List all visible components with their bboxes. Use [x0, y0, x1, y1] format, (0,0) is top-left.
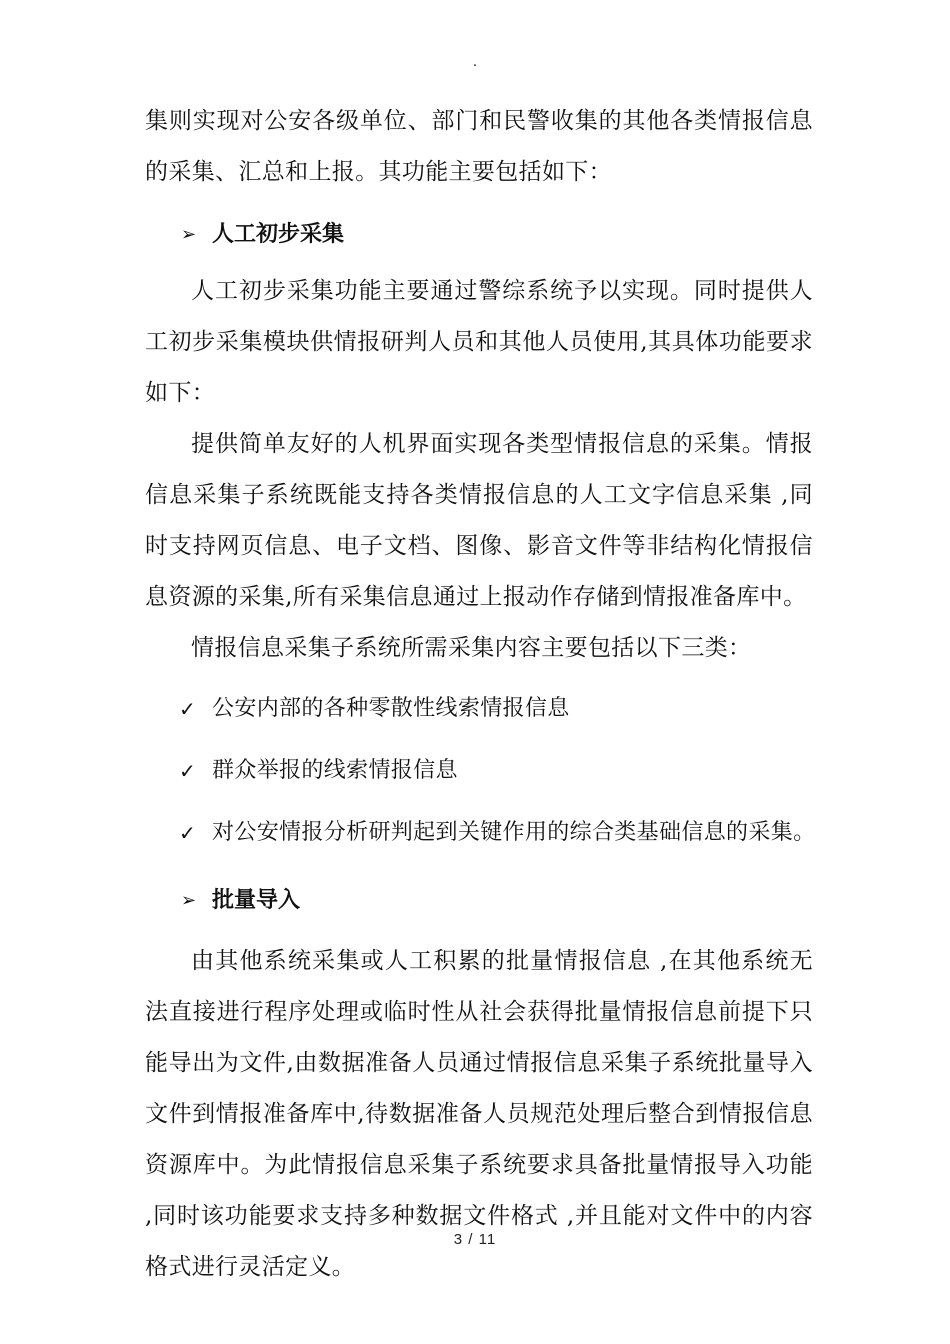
check-list-item-text: 公安内部的各种零散性线索情报信息	[212, 696, 570, 721]
manual-paragraph-2: 提供简单友好的人机界面实现各类型情报信息的采集。情报信息采集子系统既能支持各类情报信息的人工文字信息采集 ,同时支持网页信息、电子文档、图像、影音文件等非结构化情报信息资源的采集,所有采集信息通过上报动作存储到情报准备库中。	[145, 431, 813, 610]
section-heading-text: 批量导入	[212, 888, 301, 913]
header-mark: .	[472, 54, 478, 70]
arrow-bullet-icon: ➢	[181, 890, 197, 911]
check-list-item	[145, 802, 816, 864]
intro-paragraph: 集则实现对公安各级单位、部门和民警收集的其他各类情报信息的采集、汇总和上报。其功能主要包括如下：	[145, 108, 813, 185]
document-body	[145, 96, 816, 1293]
section-heading-manual-collection	[145, 204, 813, 266]
batch-paragraph: 由其他系统采集或人工积累的批量情报信息 ,在其他系统无法直接进行程序处理或临时性从社会获得批量情报信息前提下只能导出为文件,由数据准备人员通过情报信息采集子系统批量导入文件到情报准备库中,待数据准备人员规范处理后整合到情报信息资源库中。为此情报信息采集子系统要求具备批量情报导入功能 ,同时该功能要求支持多种数据文件格式 ,并且能对文件中的内容格式进行灵活定义。	[145, 948, 813, 1280]
checkmark-icon: ✓	[179, 821, 197, 845]
manual-paragraph-3: 情报信息采集子系统所需采集内容主要包括以下三类：	[191, 635, 752, 661]
section-heading-text: 人工初步采集	[212, 222, 345, 247]
check-list-item-text: 对公安情报分析研判起到关键作用的综合类基础信息的采集。	[212, 820, 816, 845]
check-list-item-text: 群众举报的线索情报信息	[212, 758, 458, 783]
arrow-bullet-icon: ➢	[181, 224, 197, 245]
manual-paragraph-1: 人工初步采集功能主要通过警综系统予以实现。同时提供人工初步采集模块供情报研判人员和其他人员使用,其具体功能要求如下：	[145, 278, 813, 406]
checkmark-icon: ✓	[179, 759, 197, 783]
page-number: 3 / 11	[453, 1231, 497, 1248]
check-list-item	[145, 740, 813, 802]
checkmark-icon: ✓	[179, 697, 197, 721]
check-list-item	[145, 678, 813, 740]
section-heading-batch-import	[145, 870, 813, 932]
